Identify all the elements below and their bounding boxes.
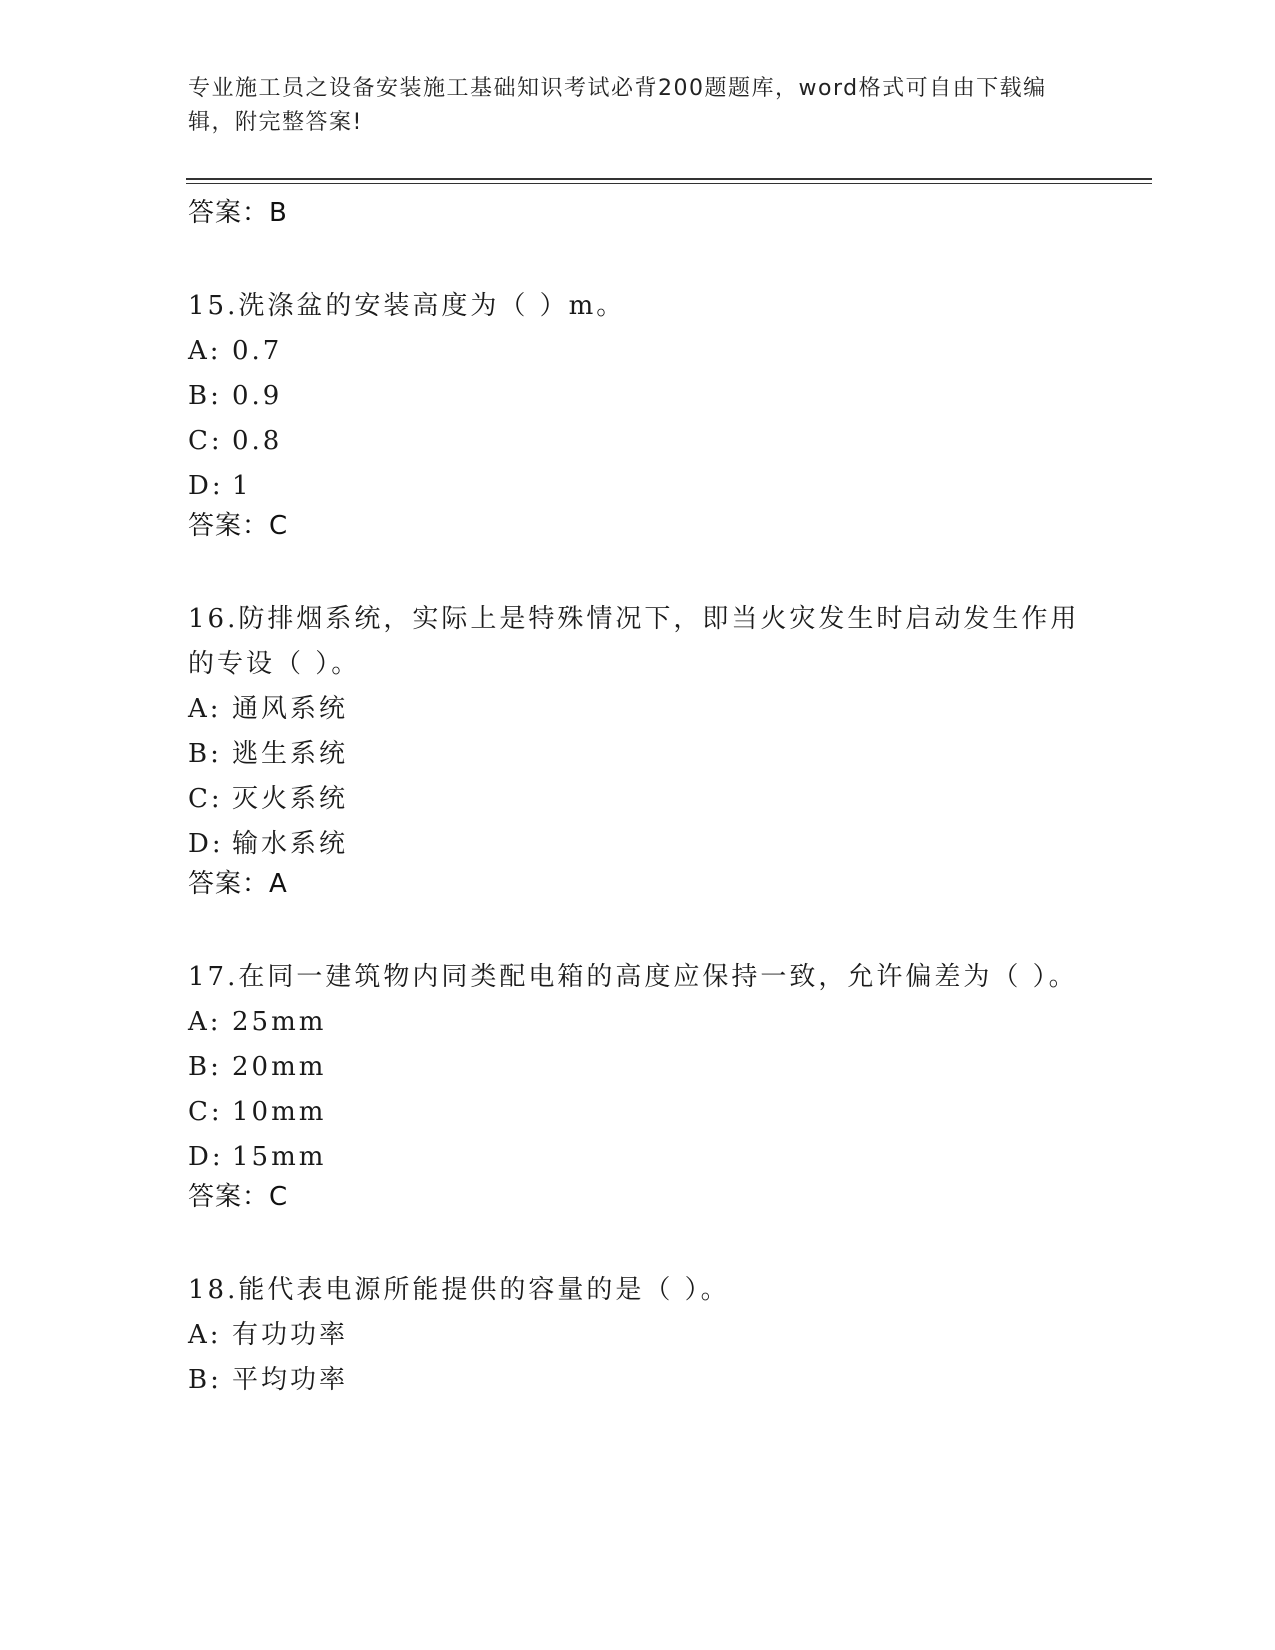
option-letter: B:	[188, 1365, 222, 1395]
option-text: 25mm	[232, 1007, 327, 1037]
option-d	[188, 464, 1088, 509]
option-b	[188, 374, 1088, 419]
option-text: 20mm	[232, 1052, 327, 1082]
option-letter: A:	[188, 336, 222, 366]
question-block	[188, 1268, 1088, 1403]
option-letter: C:	[188, 784, 223, 814]
question-list	[188, 192, 1088, 1403]
option-letter: B:	[188, 1052, 222, 1082]
page-header: 专业施工员之设备安装施工基础知识考试必背200题题库，word格式可自由下载编辑，附完整答案!	[188, 76, 1047, 135]
answer-line: 答案：C	[188, 1182, 289, 1212]
option-c	[188, 777, 1088, 822]
answer-line: 答案：A	[188, 869, 288, 899]
option-letter: C:	[188, 426, 223, 456]
option-d	[188, 822, 1088, 867]
option-text: 逃生系统	[232, 739, 349, 769]
option-text: 10mm	[232, 1097, 327, 1127]
question-text: 17.在同一建筑物内同类配电箱的高度应保持一致，允许偏差为（ ）。	[188, 962, 1078, 992]
option-b	[188, 732, 1088, 777]
question-block	[188, 955, 1088, 1224]
header-divider-thick	[186, 178, 1152, 180]
option-a	[188, 1000, 1088, 1045]
option-letter: B:	[188, 739, 222, 769]
header-divider-thin	[186, 183, 1152, 184]
option-d	[188, 1135, 1088, 1180]
option-a	[188, 687, 1088, 732]
option-text: 0.7	[232, 336, 283, 366]
option-text: 1	[232, 471, 252, 501]
option-letter: A:	[188, 694, 222, 724]
question-block	[188, 597, 1088, 911]
option-text: 平均功率	[232, 1365, 349, 1395]
option-c	[188, 1090, 1088, 1135]
option-letter: A:	[188, 1007, 222, 1037]
option-text: 有功功率	[232, 1320, 349, 1350]
answer-line: 答案：B	[188, 198, 288, 228]
option-letter: D:	[188, 1142, 224, 1172]
question-block	[188, 284, 1088, 553]
option-letter: D:	[188, 829, 224, 859]
option-text: 灭火系统	[232, 784, 349, 814]
question-text: 18.能代表电源所能提供的容量的是（ ）。	[188, 1275, 730, 1305]
question-text: 16.防排烟系统，实际上是特殊情况下，即当火灾发生时启动发生作用的专设（ ）。	[188, 604, 1080, 679]
question-text: 15.洗涤盆的安装高度为（ ）m。	[188, 291, 626, 321]
option-letter: C:	[188, 1097, 223, 1127]
option-letter: D:	[188, 471, 224, 501]
answer-line: 答案：C	[188, 511, 289, 541]
option-a	[188, 1313, 1088, 1358]
option-letter: B:	[188, 381, 222, 411]
option-text: 输水系统	[232, 829, 349, 859]
option-c	[188, 419, 1088, 464]
option-b	[188, 1358, 1088, 1403]
option-text: 15mm	[232, 1142, 327, 1172]
option-b	[188, 1045, 1088, 1090]
option-a	[188, 329, 1088, 374]
option-text: 通风系统	[232, 694, 349, 724]
option-letter: A:	[188, 1320, 222, 1350]
option-text: 0.9	[232, 381, 283, 411]
option-text: 0.8	[232, 426, 283, 456]
